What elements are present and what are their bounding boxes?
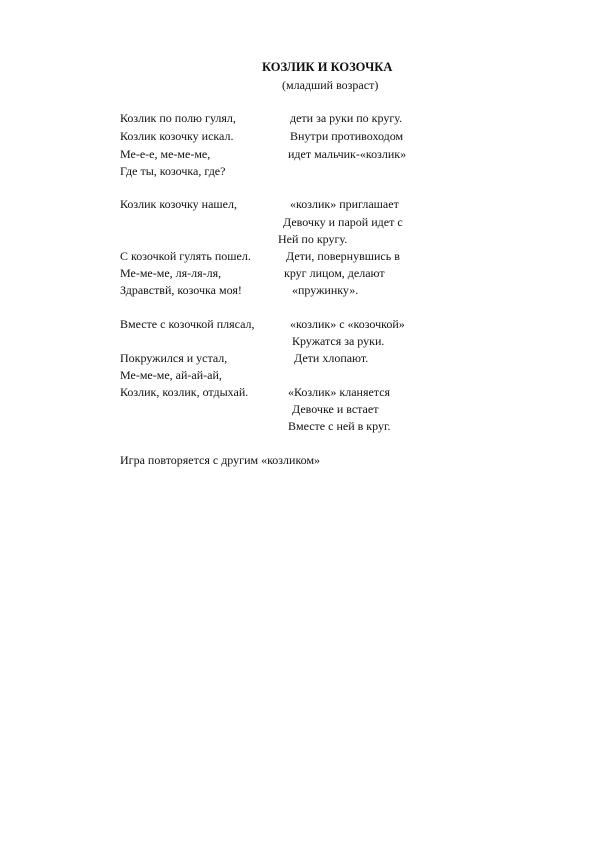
verse-line: Здравствй, козочка моя! <box>120 283 242 297</box>
verse-line: Козлик козочку нашел, <box>120 197 237 211</box>
action-line: Дети хлопают. <box>294 351 369 365</box>
action-line: «козлик» приглашает <box>290 197 399 211</box>
action-line: идет мальчик-«козлик» <box>288 147 407 161</box>
verse-line: Ме-ме-ме, ай-ай-ай, <box>120 368 222 382</box>
verse-line: Где ты, козочка, где? <box>120 164 226 178</box>
action-line: Дети, повернувшись в <box>286 249 400 263</box>
game-note: Игра повторяется с другим «козликом» <box>120 453 321 467</box>
action-line: круг лицом, делают <box>284 266 385 280</box>
action-line: «козлик» с «козочкой» <box>290 317 405 331</box>
verse-line: Козлик, козлик, отдыхай. <box>120 385 249 399</box>
verse-line: Ме-е-е, ме-ме-ме, <box>120 147 211 161</box>
verse-line: Вместе с козочкой плясал, <box>120 317 255 331</box>
action-line: «Козлик» кланяется <box>288 385 391 399</box>
action-line: Кружатся за руки. <box>292 334 385 348</box>
verse-line: Козлик по полю гулял, <box>120 111 236 125</box>
action-line: Ней по кругу. <box>278 232 348 246</box>
verse-line: Козлик козочку искал. <box>120 129 234 143</box>
action-line: «пружинку». <box>292 283 359 297</box>
verse-line: Ме-ме-ме, ля-ля-ля, <box>120 266 222 280</box>
action-line: Девочке и встает <box>292 402 379 416</box>
action-line: Внутри противоходом <box>290 129 404 143</box>
verse-line: С козочкой гулять пошел. <box>120 249 251 263</box>
action-line: дети за руки по кругу. <box>290 111 403 125</box>
action-line: Девочку и парой идет с <box>283 215 403 229</box>
verse-line: Покружился и устал, <box>120 351 228 365</box>
page-title: КОЗЛИК И КОЗОЧКА <box>262 60 393 74</box>
page-subtitle: (младший возраст) <box>282 78 379 92</box>
action-line: Вместе с ней в круг. <box>288 419 391 433</box>
